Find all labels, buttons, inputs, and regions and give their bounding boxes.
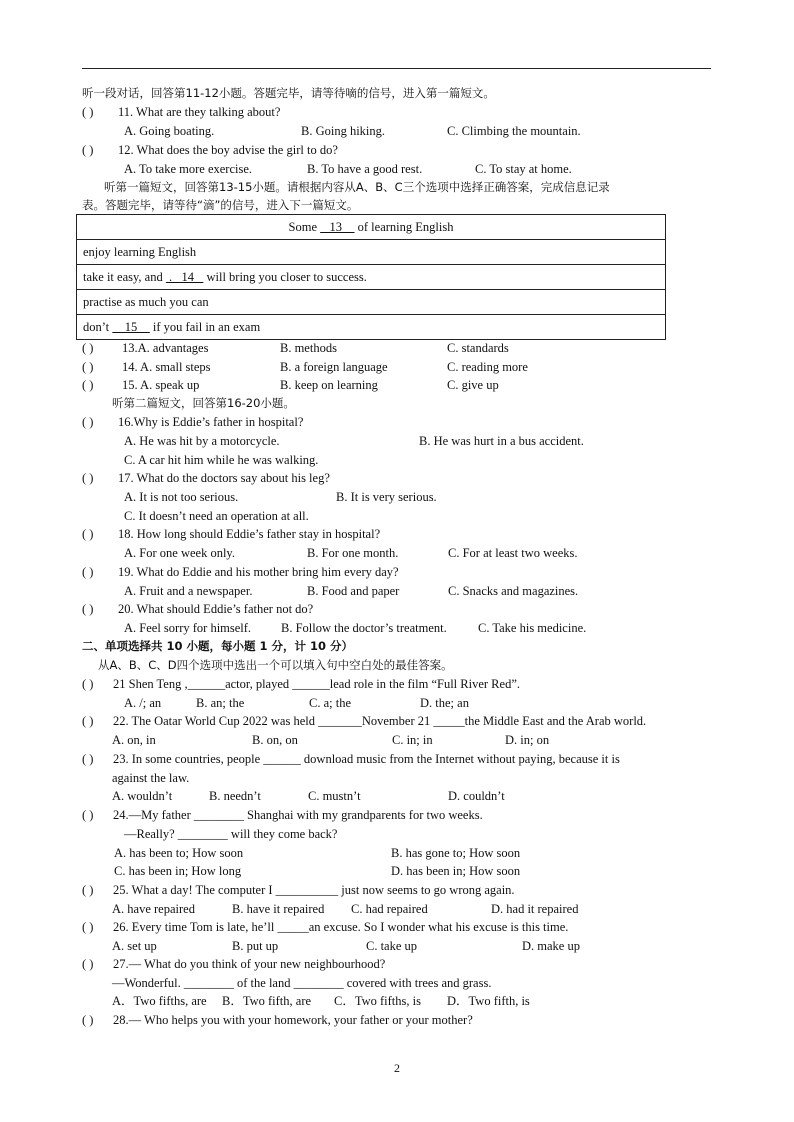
q19-stem: 19. What do Eddie and his mother bring him every day? <box>118 565 399 579</box>
q21-option-d: D. the; an <box>420 696 469 710</box>
q22-option-d: D. in; on <box>505 733 550 747</box>
q17-option-b: B. It is very serious. <box>336 490 437 504</box>
q25-option-c: C. had repaired <box>351 902 428 916</box>
q12-option-a: A. To take more exercise. <box>124 162 253 176</box>
q21-paren[interactable]: ( ) <box>82 677 94 691</box>
q18-paren[interactable]: ( ) <box>82 527 94 541</box>
q24-option-a: A. has been to; How soon <box>114 846 244 860</box>
q19-option-a: A. Fruit and a newspaper. <box>124 584 253 598</box>
blank-15[interactable]: 15 <box>112 320 150 334</box>
q23-stem-cont: against the law. <box>112 771 190 785</box>
q14-option-a: 14. A. small steps <box>122 360 211 374</box>
info-record-table <box>76 214 666 340</box>
q18-option-b: B. For one month. <box>307 546 399 560</box>
q28-paren[interactable]: ( ) <box>82 1013 94 1027</box>
q25-option-d: D. had it repaired <box>491 902 579 916</box>
q17-paren[interactable]: ( ) <box>82 471 94 485</box>
q27-option-c: C．Two fifths, is <box>334 994 421 1008</box>
q19-option-b: B. Food and paper <box>307 584 400 598</box>
q13-option-c: C. standards <box>447 341 509 355</box>
q24-option-b: B. has gone to; How soon <box>391 846 521 860</box>
blank-14[interactable]: . 14 <box>165 270 204 284</box>
q25-paren[interactable]: ( ) <box>82 883 94 897</box>
q26-option-a: A. set up <box>112 939 157 953</box>
q25-option-a: A. have repaired <box>112 902 195 916</box>
q21-stem: 21 Shen Teng ,______actor, played ______lead role in the film “Full River Red”. <box>113 677 520 691</box>
table-cell: enjoy learning English <box>77 240 666 265</box>
q11-option-a: A. Going boating. <box>124 124 215 138</box>
q16-option-a: A. He was hit by a motorcycle. <box>124 434 280 448</box>
q17-option-c: C. It doesn’t need an operation at all. <box>124 509 309 523</box>
q12-option-c: C. To stay at home. <box>475 162 572 176</box>
q27-option-d: D．Two fifth, is <box>447 994 530 1008</box>
q26-paren[interactable]: ( ) <box>82 920 94 934</box>
q18-option-a: A. For one week only. <box>124 546 235 560</box>
q26-option-b: B. put up <box>232 939 279 953</box>
q24-stem-cont: —Really? ________ will they come back? <box>124 827 338 841</box>
row3-pre: take it easy, and <box>83 270 163 284</box>
q18-option-c: C. For at least two weeks. <box>448 546 578 560</box>
q19-option-c: C. Snacks and magazines. <box>448 584 579 598</box>
instruction-11-12: 听一段对话，回答第11-12小题。答题完毕，请等待嘀的信号，进入第一篇短文。 <box>82 86 495 100</box>
table-cell <box>77 315 666 340</box>
section-2-heading: 二、单项选择共 10 小题，每小题 1 分，计 10 分） <box>82 639 354 653</box>
table-row <box>77 215 666 240</box>
q15-option-a: 15. A. speak up <box>122 378 200 392</box>
q16-paren[interactable]: ( ) <box>82 415 94 429</box>
q21-option-c: C. a; the <box>309 696 352 710</box>
q23-option-a: A. wouldn’t <box>112 789 173 803</box>
q23-stem: 23. In some countries, people ______ download music from the Internet without paying, because it is <box>113 752 620 766</box>
q28-stem: 28.— Who helps you with your homework, your father or your mother? <box>113 1013 473 1027</box>
q20-option-c: C. Take his medicine. <box>478 621 587 635</box>
table-row <box>77 290 666 315</box>
q11-stem: 11. What are they talking about? <box>118 105 281 119</box>
q11-option-b: B. Going hiking. <box>301 124 386 138</box>
instruction-13-15-line2: 表。答题完毕，请等待“滴”的信号，进入下一篇短文。 <box>82 198 359 212</box>
row3-post: will bring you closer to success. <box>206 270 367 284</box>
q21-option-b: B. an; the <box>196 696 245 710</box>
q13-option-a: 13.A. advantages <box>122 341 209 355</box>
blank-13[interactable]: 13 <box>320 220 355 234</box>
q22-option-b: B. on, on <box>252 733 298 747</box>
table-title-pre: Some <box>288 220 318 234</box>
table-row <box>77 240 666 265</box>
q14-paren[interactable]: ( ) <box>82 360 94 374</box>
table-cell: practise as much you can <box>77 290 666 315</box>
q17-stem: 17. What do the doctors say about his leg? <box>118 471 330 485</box>
instruction-16-20: 听第二篇短文，回答第16-20小题。 <box>112 396 295 410</box>
q27-stem: 27.— What do you think of your new neighbourhood? <box>113 957 386 971</box>
table-title-post: of learning English <box>357 220 454 234</box>
q20-paren[interactable]: ( ) <box>82 602 94 616</box>
instruction-13-15-line1: 听第一篇短文，回答第13-15小题。请根据内容从A、B、C三个选项中选择正确答案，完成信息记录 <box>104 180 610 194</box>
section-2-instruction: 从A、B、C、D四个选项中选出一个可以填入句中空白处的最佳答案。 <box>98 658 453 672</box>
q13-paren[interactable]: ( ) <box>82 341 94 355</box>
q20-option-b: B. Follow the doctor’s treatment. <box>281 621 447 635</box>
q21-option-a: A. /; an <box>124 696 162 710</box>
q22-stem: 22. The Oatar World Cup 2022 was held _______November 21 _____the Middle East and the Arab world. <box>113 714 647 728</box>
table-cell <box>77 265 666 290</box>
q26-option-d: D. make up <box>522 939 580 953</box>
q12-paren[interactable]: ( ) <box>82 143 94 157</box>
table-row <box>77 265 666 290</box>
q24-option-c: C. has been in; How long <box>114 864 242 878</box>
q15-option-b: B. keep on learning <box>280 378 378 392</box>
q14-option-b: B. a foreign language <box>280 360 388 374</box>
q16-option-c: C. A car hit him while he was walking. <box>124 453 319 467</box>
table-title-cell <box>77 215 666 240</box>
q27-paren[interactable]: ( ) <box>82 957 94 971</box>
row5-post: if you fail in an exam <box>152 320 261 334</box>
q23-option-c: C. mustn’t <box>308 789 361 803</box>
q25-option-b: B. have it repaired <box>232 902 325 916</box>
q15-option-c: C. give up <box>447 378 499 392</box>
q12-option-b: B. To have a good rest. <box>307 162 423 176</box>
header-rule <box>82 68 711 69</box>
q27-stem-cont: —Wonderful. ________ of the land ________ covered with trees and grass. <box>112 976 492 990</box>
q22-option-c: C. in; in <box>392 733 433 747</box>
q11-option-c: C. Climbing the mountain. <box>447 124 581 138</box>
q26-option-c: C. take up <box>366 939 418 953</box>
q24-stem: 24.—My father ________ Shanghai with my grandparents for two weeks. <box>113 808 483 822</box>
q16-option-b: B. He was hurt in a bus accident. <box>419 434 584 448</box>
q15-paren[interactable]: ( ) <box>82 378 94 392</box>
q22-option-a: A. on, in <box>112 733 156 747</box>
q23-option-b: B. needn’t <box>209 789 261 803</box>
q24-paren[interactable]: ( ) <box>82 808 94 822</box>
q12-stem: 12. What does the boy advise the girl to do? <box>118 143 338 157</box>
page-number: 2 <box>394 1061 400 1075</box>
q19-paren[interactable]: ( ) <box>82 565 94 579</box>
q23-option-d: D. couldn’t <box>448 789 505 803</box>
q17-option-a: A. It is not too serious. <box>124 490 239 504</box>
q18-stem: 18. How long should Eddie’s father stay in hospital? <box>118 527 381 541</box>
q27-option-a: A．Two fifths, are <box>112 994 207 1008</box>
table-row <box>77 315 666 340</box>
q23-paren[interactable]: ( ) <box>82 752 94 766</box>
q25-stem: 25. What a day! The computer I __________ just now seems to go wrong again. <box>113 883 515 897</box>
q16-stem: 16.Why is Eddie’s father in hospital? <box>118 415 304 429</box>
q26-stem: 26. Every time Tom is late, he’ll _____an excuse. So I wonder what his excuse is this time. <box>113 920 569 934</box>
q20-option-a: A. Feel sorry for himself. <box>124 621 252 635</box>
q14-option-c: C. reading more <box>447 360 528 374</box>
q20-stem: 20. What should Eddie’s father not do? <box>118 602 314 616</box>
row5-pre: don’t <box>83 320 110 334</box>
q27-option-b: B．Two fifth, are <box>222 994 312 1008</box>
q24-option-d: D. has been in; How soon <box>391 864 521 878</box>
q22-paren[interactable]: ( ) <box>82 714 94 728</box>
q11-paren[interactable]: ( ) <box>82 105 94 119</box>
q13-option-b: B. methods <box>280 341 337 355</box>
